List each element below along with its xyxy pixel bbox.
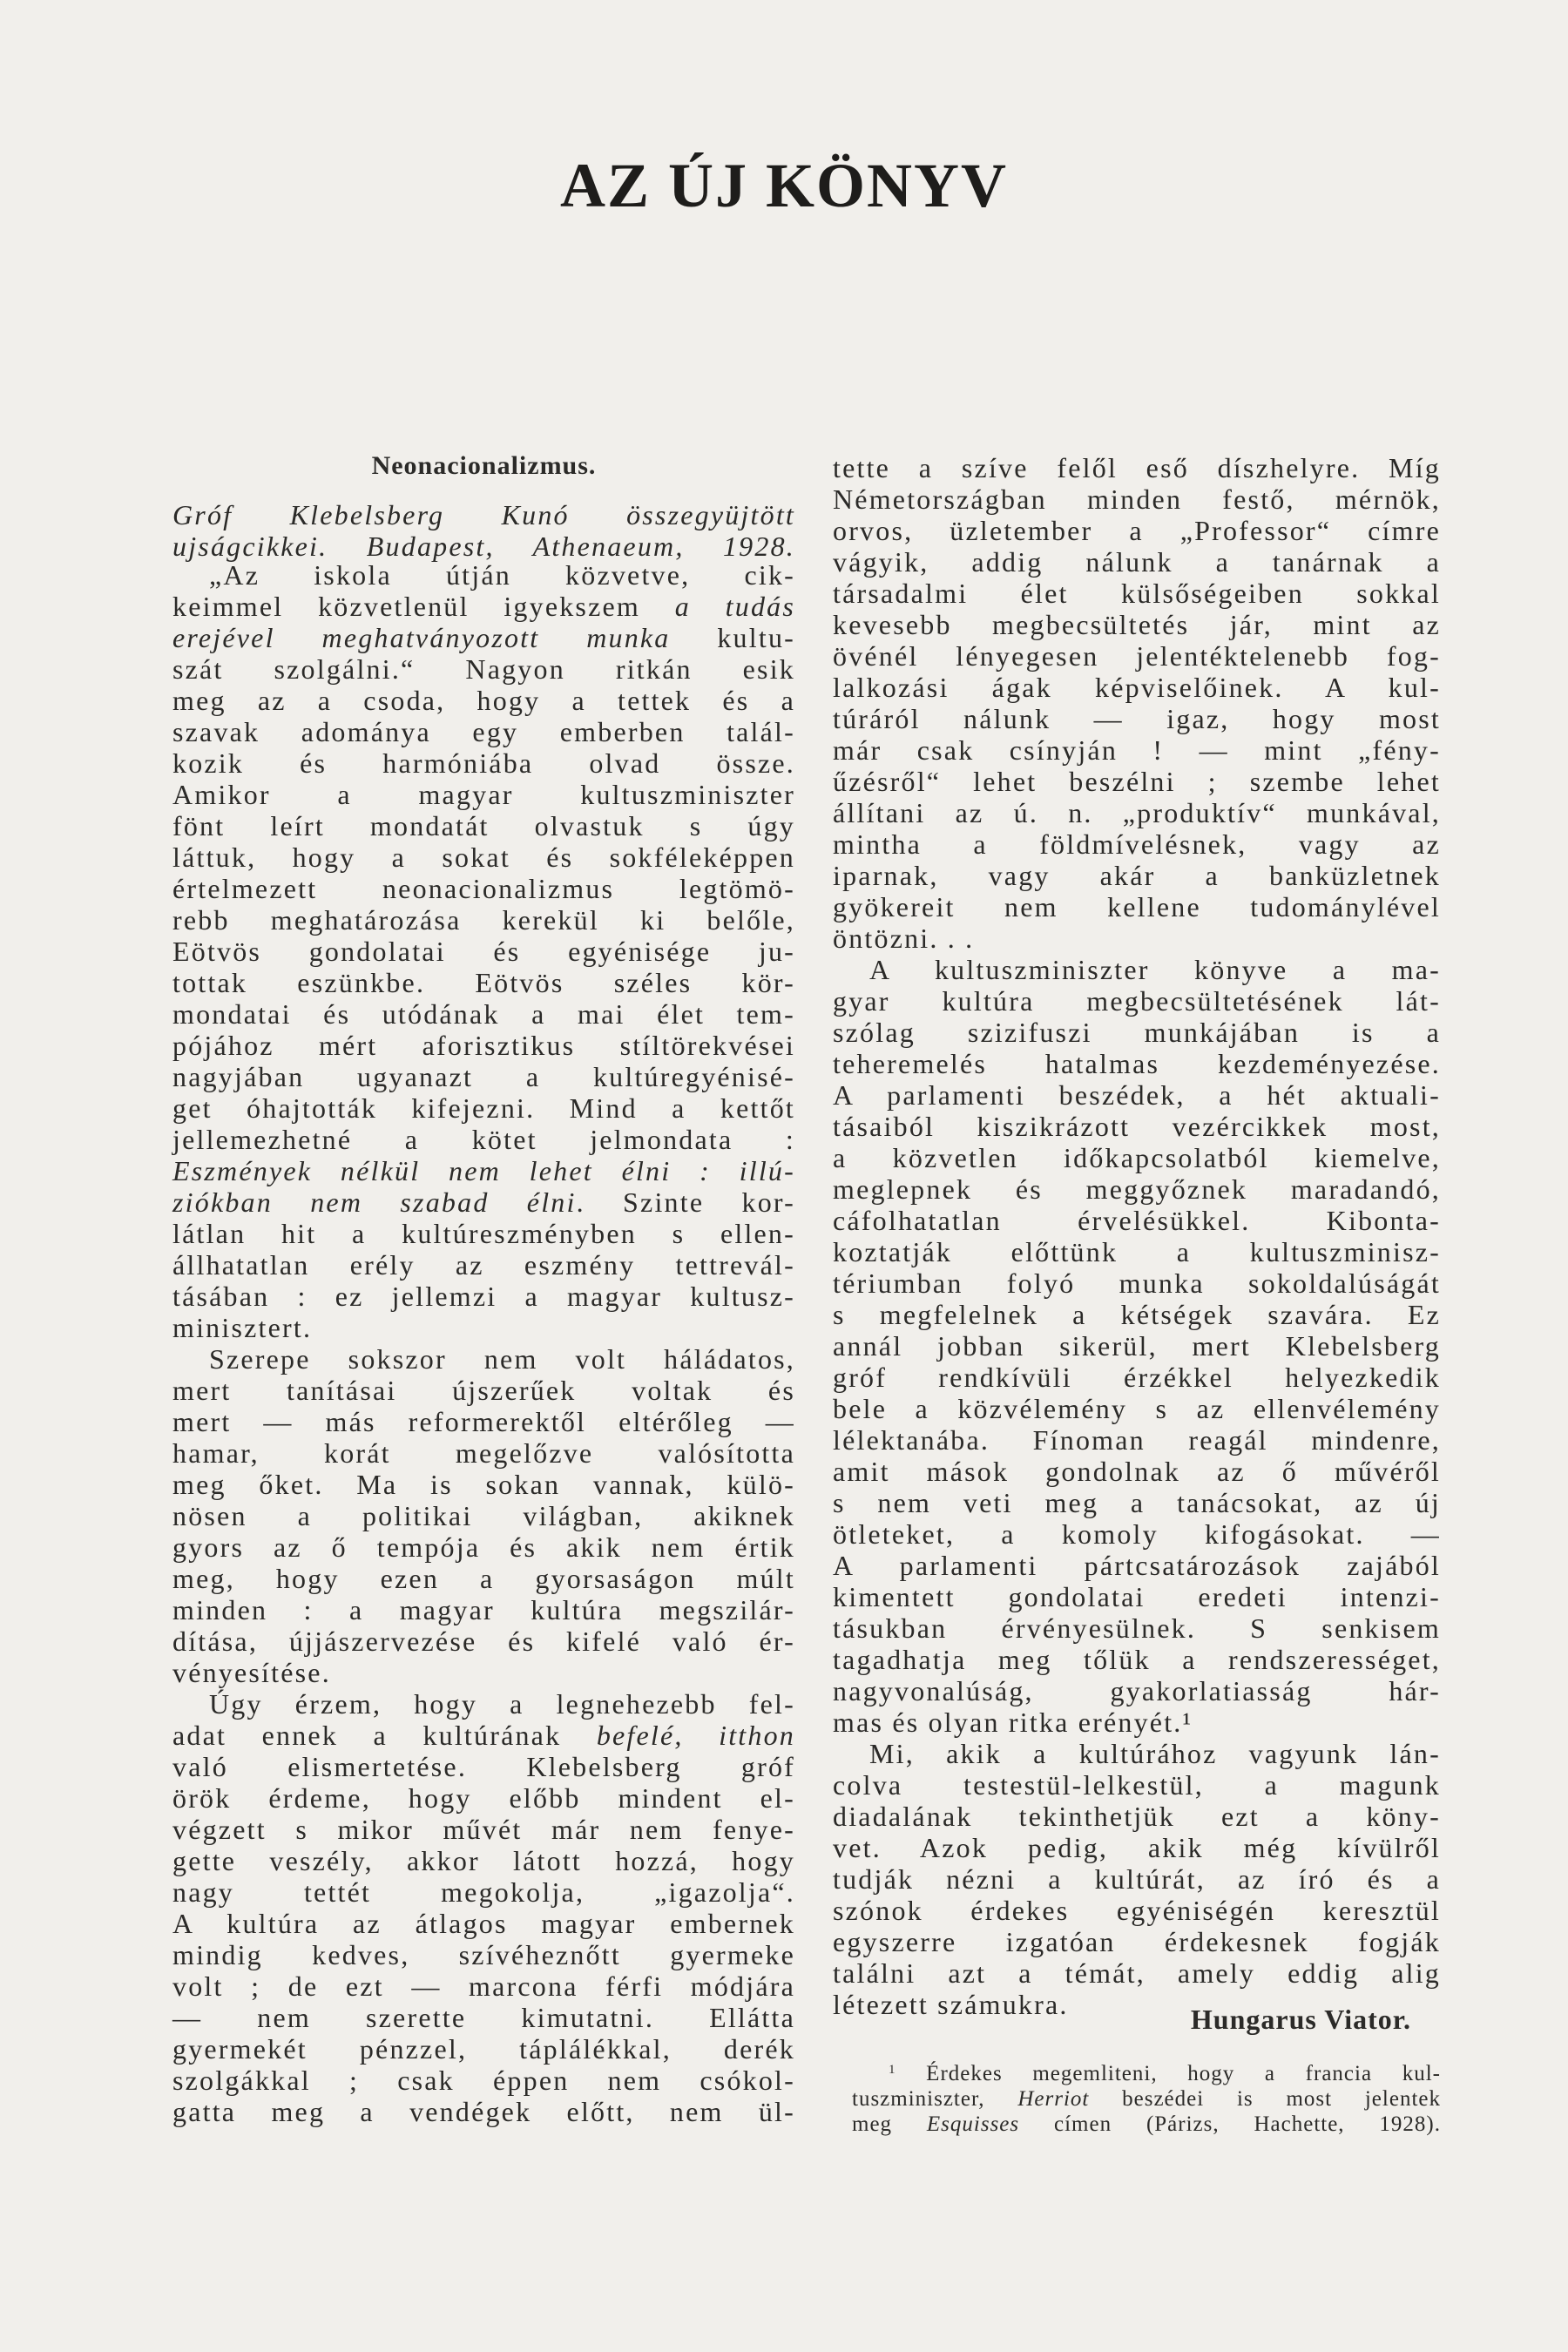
text-segment: végzett s mikor művét már nem fenye- <box>172 1814 795 1845</box>
text-line <box>172 1218 795 1249</box>
text-segment: . Szinte kor- <box>576 1186 795 1218</box>
text-line <box>172 2002 795 2033</box>
text-line <box>833 985 1441 1017</box>
right-column <box>833 452 1441 2020</box>
text-line <box>833 1895 1441 1926</box>
text-segment: tásában : ez jellemzi a magyar kultusz- <box>172 1281 795 1312</box>
text-line <box>833 1456 1441 1487</box>
text-line <box>172 1312 795 1343</box>
text-segment: kimentett gondolatai eredeti intenzi- <box>833 1581 1441 1612</box>
left-intro <box>172 499 795 562</box>
text-segment: vágyik, addig nálunk a tanárnak a <box>833 546 1441 578</box>
text-line <box>172 904 795 936</box>
text-line <box>172 1281 795 1312</box>
text-line <box>833 1675 1441 1707</box>
text-line <box>172 1625 795 1657</box>
text-segment: a közvetlen időkapcsolatból kiemelve, <box>833 1142 1441 1173</box>
text-line <box>172 1845 795 1876</box>
text-segment: meg őket. Ma is sokan vannak, külö- <box>172 1469 795 1500</box>
text-segment: társadalmi élet külsőségeiben sokkal <box>833 578 1441 609</box>
text-line <box>833 640 1441 672</box>
footnote <box>852 2061 1441 2137</box>
text-segment: lélektanába. Fínoman reagál mindenre, <box>833 1424 1441 1456</box>
text-line <box>833 1267 1441 1299</box>
text-segment: gyar kultúra megbecsültetésének lát- <box>833 985 1441 1017</box>
text-segment: meglepnek és meggyőznek maradandó, <box>833 1173 1441 1205</box>
text-line <box>172 747 795 779</box>
text-segment: tériumban folyó munka sokoldalúságát <box>833 1267 1441 1299</box>
text-segment: mondatai és utódának a mai élet tem- <box>172 998 795 1030</box>
text-line <box>833 1550 1441 1581</box>
text-segment: A kultúra az átlagos magyar embernek <box>172 1908 795 1939</box>
text-line <box>172 1970 795 2002</box>
text-line <box>833 860 1441 891</box>
text-line <box>833 1832 1441 1863</box>
article-heading: Neonacionalizmus. <box>371 451 597 480</box>
left-column <box>172 559 795 2127</box>
text-line <box>833 1957 1441 1989</box>
text-line <box>833 672 1441 703</box>
text-line <box>172 1155 795 1186</box>
text-segment: teheremelés hatalmas kezdeményezése. <box>833 1048 1441 1079</box>
text-line <box>833 1424 1441 1456</box>
text-line <box>833 1863 1441 1895</box>
text-line <box>172 1500 795 1531</box>
text-segment: mindig kedves, szívéheznőtt gyermeke <box>172 1939 795 1970</box>
text-line <box>172 499 795 531</box>
text-segment: címen (Párizs, Hachette, 1928). <box>1019 2112 1441 2136</box>
text-line <box>833 1048 1441 1079</box>
text-line <box>833 609 1441 640</box>
footnote-marker: 1 <box>889 2063 896 2077</box>
text-segment: tette a szíve felől eső díszhelyre. Míg <box>833 452 1441 483</box>
text-segment: tuszminiszter, <box>852 2087 1018 2111</box>
text-segment: rebb meghatározása kerekül ki belőle, <box>172 904 795 936</box>
text-segment: Eötvös gondolatai és egyénisége ju- <box>172 936 795 967</box>
text-line <box>833 1644 1441 1675</box>
text-segment: meg az a csoda, hogy a tettek és a <box>172 685 795 716</box>
text-segment: annál jobban sikerül, mert Klebelsberg <box>833 1330 1441 1362</box>
text-segment: állítani az ú. n. „produktív“ munkával, <box>833 797 1441 828</box>
text-line <box>833 1330 1441 1362</box>
text-segment: láttuk, hogy a sokat és sokféleképpen <box>172 841 795 873</box>
text-line <box>172 1406 795 1437</box>
text-segment: gatta meg a vendégek előtt, nem ül- <box>172 2096 795 2127</box>
text-line <box>172 1657 795 1688</box>
text-line <box>172 2033 795 2065</box>
text-segment: Szerepe sokszor nem volt háládatos, <box>209 1343 795 1375</box>
text-line <box>833 1173 1441 1205</box>
text-segment: A kultuszminiszter könyve a ma- <box>869 954 1441 985</box>
text-line <box>833 1362 1441 1393</box>
text-segment: beszédei is most jelentek <box>1089 2087 1441 2111</box>
text-segment: való elismertetése. Klebelsberg gróf <box>172 1751 795 1782</box>
text-line <box>852 2061 1441 2086</box>
text-segment: tagadhatja meg tőlük a rendszerességet, <box>833 1644 1441 1675</box>
text-segment: szólag szizifuszi munkájában is a <box>833 1017 1441 1048</box>
text-segment: Mi, akik a kultúrához vagyunk lán- <box>869 1738 1441 1769</box>
text-segment: tásukban érvényesülnek. S senkisem <box>833 1612 1441 1644</box>
text-line <box>172 1343 795 1375</box>
text-line <box>172 591 795 622</box>
text-segment: s nem veti meg a tanácsokat, az új <box>833 1487 1441 1518</box>
text-line <box>833 1707 1441 1738</box>
text-segment: kultu- <box>670 622 795 653</box>
text-segment: A parlamenti pártcsatározások zajából <box>833 1550 1441 1581</box>
italic-text: Esquisses <box>926 2112 1020 2136</box>
text-line <box>833 1518 1441 1550</box>
text-segment: fönt leírt mondatát olvastuk s úgy <box>172 810 795 841</box>
text-line <box>833 1487 1441 1518</box>
text-line <box>172 1186 795 1218</box>
text-line <box>172 873 795 904</box>
text-line <box>833 578 1441 609</box>
text-line <box>172 1594 795 1625</box>
text-segment: gróf rendkívüli érzékkel helyezkedik <box>833 1362 1441 1393</box>
text-segment: mert tanításai újszerűek voltak és <box>172 1375 795 1406</box>
text-line <box>833 828 1441 860</box>
text-segment: szolgákkal ; csak éppen nem csókol- <box>172 2065 795 2096</box>
text-line <box>172 1814 795 1845</box>
text-line <box>172 1876 795 1908</box>
text-line <box>833 515 1441 546</box>
text-line <box>833 452 1441 483</box>
text-line <box>833 483 1441 515</box>
text-segment: kozik és harmóniába olvad össze. <box>172 747 795 779</box>
text-line <box>172 1030 795 1061</box>
text-line <box>172 1061 795 1092</box>
text-line <box>833 1801 1441 1832</box>
text-line <box>833 1111 1441 1142</box>
text-segment: orvos, üzletember a „Professor“ címre <box>833 515 1441 546</box>
text-segment: s megfelelnek a kétségek szavára. Ez <box>833 1299 1441 1330</box>
text-segment: értelmezett neonacionalizmus legtömö- <box>172 873 795 904</box>
text-segment: meg, hogy ezen a gyorsaságon múlt <box>172 1563 795 1594</box>
text-line <box>833 797 1441 828</box>
text-line <box>852 2112 1441 2137</box>
text-segment: koztatják előttünk a kultuszminisz- <box>833 1236 1441 1267</box>
text-segment: már csak csínyján ! — mint „fény- <box>833 734 1441 766</box>
text-segment: — nem szerette kimutatni. Ellátta <box>172 2002 795 2033</box>
text-segment: gyermekét pénzzel, táplálékkal, derék <box>172 2033 795 2065</box>
text-segment: jellemezhetné a kötet jelmondata : <box>172 1124 795 1155</box>
text-segment: vet. Azok pedig, akik még kívülről <box>833 1832 1441 1863</box>
text-segment: A parlamenti beszédek, a hét aktuali- <box>833 1079 1441 1111</box>
text-line <box>833 1738 1441 1769</box>
text-segment: gyors az ő tempója és akik nem értik <box>172 1531 795 1563</box>
text-line <box>172 622 795 653</box>
text-segment: adat ennek a kultúrának <box>172 1720 597 1751</box>
text-line <box>833 703 1441 734</box>
text-line <box>172 685 795 716</box>
text-line <box>172 716 795 747</box>
text-segment: pójához mért aforisztikus stíltörekvései <box>172 1030 795 1061</box>
text-line <box>172 1531 795 1563</box>
text-segment: állhatatlan erély az eszmény tettrevál- <box>172 1249 795 1281</box>
text-segment: gette veszély, akkor látott hozzá, hogy <box>172 1845 795 1876</box>
text-segment: nösen a politikai világban, akiknek <box>172 1500 795 1531</box>
text-line <box>172 1751 795 1782</box>
text-segment: hamar, korát megelőzve valósította <box>172 1437 795 1469</box>
text-line <box>172 559 795 591</box>
text-line <box>833 1393 1441 1424</box>
text-segment: colva testestül-lelkestül, a magunk <box>833 1769 1441 1801</box>
text-line <box>172 810 795 841</box>
text-line <box>172 653 795 685</box>
text-segment: volt ; de ezt — marcona férfi módjára <box>172 1970 795 2002</box>
text-segment: meg <box>852 2112 927 2136</box>
italic-text: Eszmények nélkül nem lehet élni : illú- <box>172 1155 795 1186</box>
text-segment: szavak adománya egy emberben talál- <box>172 716 795 747</box>
text-segment: létezett számukra. <box>833 1989 1069 2020</box>
text-segment: get óhajtották kifejezni. Mind a kettőt <box>172 1092 795 1124</box>
text-line <box>172 1469 795 1500</box>
text-segment: ötleteket, a komoly kifogásokat. — <box>833 1518 1441 1550</box>
text-segment: űzésről“ lehet beszélni ; szembe lehet <box>833 766 1441 797</box>
text-line <box>833 1017 1441 1048</box>
text-line <box>833 1926 1441 1957</box>
text-segment: Érdekes megemliteni, hogy a francia kul- <box>926 2062 1442 2085</box>
text-segment: „Az iskola útján közvetve, cik- <box>209 559 795 591</box>
italic-text: a tudás <box>674 591 796 622</box>
text-segment: örök érdeme, hogy előbb mindent el- <box>172 1782 795 1814</box>
text-segment: látlan hit a kultúreszményben s ellen- <box>172 1218 795 1249</box>
text-segment: öntözni. . . <box>833 923 975 954</box>
text-segment: iparnak, vagy akár a banküzletnek <box>833 860 1441 891</box>
text-segment: tásaiból kiszikrázott vezércikkek most, <box>833 1111 1441 1142</box>
text-line <box>172 967 795 998</box>
text-line <box>172 2065 795 2096</box>
italic-text: erejével meghatványozott munka <box>172 622 671 653</box>
text-line <box>172 998 795 1030</box>
text-segment: mintha a földmívelésnek, vagy az <box>833 828 1441 860</box>
text-line <box>172 1092 795 1124</box>
text-line <box>833 546 1441 578</box>
italic-text: Herriot <box>1017 2087 1090 2111</box>
text-line <box>833 1236 1441 1267</box>
text-line <box>172 1939 795 1970</box>
text-segment: szónok érdekes egyéniségén keresztül <box>833 1895 1441 1926</box>
text-segment: minisztert. <box>172 1312 313 1343</box>
text-line <box>172 1124 795 1155</box>
text-segment: dítása, újjászervezése és kifelé való ér- <box>172 1625 795 1657</box>
text-segment: kevesebb megbecsültetés jár, mint az <box>833 609 1441 640</box>
text-line <box>172 1249 795 1281</box>
text-segment: tudják nézni a kultúrát, az író és a <box>833 1863 1441 1895</box>
text-segment: diadalának tekinthetjük ezt a köny- <box>833 1801 1441 1832</box>
text-segment: cáfolhatatlan érvelésükkel. Kibonta- <box>833 1205 1441 1236</box>
italic-text: ziókban nem szabad élni <box>172 1186 577 1218</box>
text-line <box>172 841 795 873</box>
text-segment: szát szolgálni.“ Nagyon ritkán esik <box>172 653 795 685</box>
italic-text: Gróf Klebelsberg Kunó összegyüjtött <box>172 499 795 531</box>
text-line <box>833 1581 1441 1612</box>
text-line <box>833 891 1441 923</box>
text-segment: gyökereit nem kellene tudománylével <box>833 891 1441 923</box>
text-line <box>172 1688 795 1720</box>
text-line <box>833 954 1441 985</box>
text-line <box>833 1205 1441 1236</box>
text-line <box>833 766 1441 797</box>
text-line <box>172 1782 795 1814</box>
text-segment: övénél lényegesen jelentéktelenebb fog- <box>833 640 1441 672</box>
text-segment: nagy tettét megokolja, „igazolja“. <box>172 1876 795 1908</box>
text-segment: Úgy érzem, hogy a legnehezebb fel- <box>209 1688 795 1720</box>
text-line <box>852 2086 1441 2112</box>
page-title: AZ ÚJ KÖNYV <box>559 151 1008 220</box>
italic-text: befelé, itthon <box>596 1720 795 1751</box>
text-line <box>833 1079 1441 1111</box>
text-segment: keimmel közvetlenül igyekszem <box>172 591 675 622</box>
text-segment: lalkozási ágak képviselőinek. A kul- <box>833 672 1441 703</box>
text-segment: Amikor a magyar kultuszminiszter <box>172 779 795 810</box>
text-line <box>172 1720 795 1751</box>
text-segment: mas és olyan ritka erényét.¹ <box>833 1707 1193 1738</box>
text-line <box>833 1769 1441 1801</box>
text-segment: mert — más reformerektől eltérőleg — <box>172 1406 795 1437</box>
text-line <box>172 779 795 810</box>
text-segment: tottak eszünkbe. Eötvös széles kör- <box>172 967 795 998</box>
text-segment: Németországban minden festő, mérnök, <box>833 483 1441 515</box>
text-segment: találni azt a témát, amely eddig alig <box>833 1957 1441 1989</box>
text-segment: bele a közvélemény s az ellenvélemény <box>833 1393 1441 1424</box>
text-line <box>172 1908 795 1939</box>
text-line <box>172 2096 795 2127</box>
text-segment: nagyvonalúság, gyakorlatiasság hár- <box>833 1675 1441 1707</box>
text-line <box>833 1142 1441 1173</box>
text-segment: egyszerre izgatóan érdekesnek fogják <box>833 1926 1441 1957</box>
text-line <box>172 936 795 967</box>
author-signature: Hungarus Viator. <box>1190 2004 1411 2035</box>
text-segment: amit mások gondolnak az ő művéről <box>833 1456 1441 1487</box>
text-line <box>833 1612 1441 1644</box>
text-line <box>172 531 795 562</box>
text-line <box>833 1299 1441 1330</box>
text-line <box>833 923 1441 954</box>
text-segment: vényesítése. <box>172 1657 331 1688</box>
text-line <box>833 734 1441 766</box>
italic-text: ujságcikkei. Budapest, Athenaeum, 1928. <box>172 531 795 562</box>
text-line <box>172 1563 795 1594</box>
text-segment: minden : a magyar kultúra megszilár- <box>172 1594 795 1625</box>
text-segment: nagyjában ugyanazt a kultúregyénisé- <box>172 1061 795 1092</box>
text-line <box>172 1437 795 1469</box>
text-line <box>172 1375 795 1406</box>
text-segment: túráról nálunk — igaz, hogy most <box>833 703 1441 734</box>
